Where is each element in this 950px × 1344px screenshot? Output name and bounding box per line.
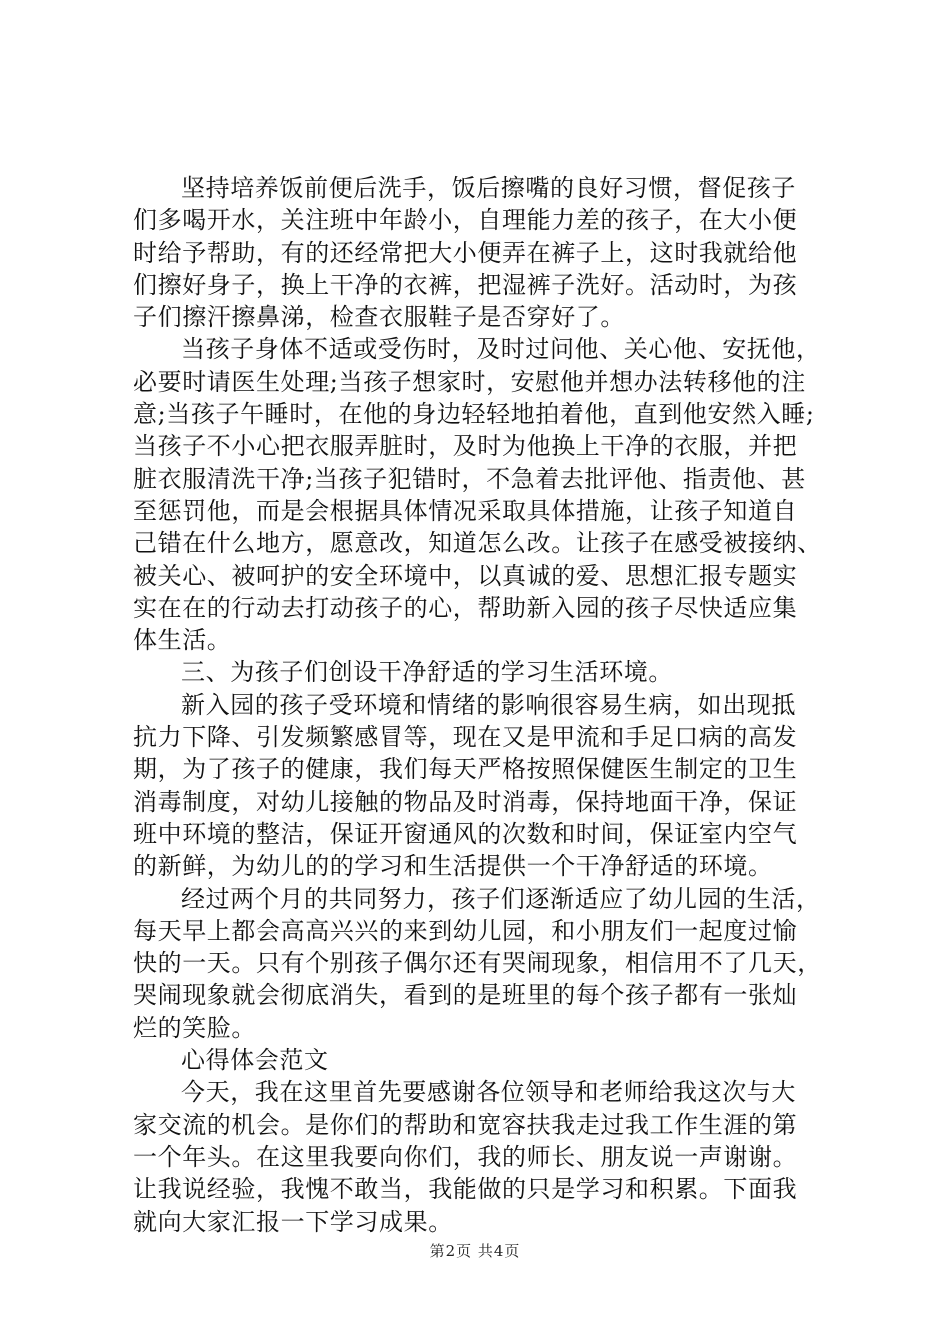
paragraph-line: 经过两个月的共同努力，孩子们逐渐适应了幼儿园的生活， xyxy=(181,884,821,913)
paragraph-line: 必要时请医生处理;当孩子想家时，安慰他并想办法转移他的注 xyxy=(133,367,806,396)
paragraph-line: 烂的笑脸。 xyxy=(133,1013,256,1042)
paragraph-line: 让我说经验，我愧不敢当，我能做的只是学习和积累。下面我 xyxy=(133,1175,798,1204)
paragraph-line: 每天早上都会高高兴兴的来到幼儿园，和小朋友们一起度过愉 xyxy=(133,916,798,945)
paragraph-line: 坚持培养饭前便后洗手，饭后擦嘴的良好习惯，督促孩子 xyxy=(181,174,796,202)
paragraph-line: 当孩子不小心把衣服弄脏时，及时为他换上干净的衣服，并把 xyxy=(133,432,798,461)
paragraph-line: 体生活。 xyxy=(133,626,232,655)
paragraph-line: 至惩罚他，而是会根据具体情况采取具体措施，让孩子知道自 xyxy=(133,496,798,525)
paragraph-line: 的新鲜，为幼儿的的学习和生活提供一个干净舒适的环境。 xyxy=(133,852,773,881)
paragraph-line: 当孩子身体不适或受伤时，及时过问他、关心他、安抚他， xyxy=(181,335,821,364)
page-number-footer: 第2页 共4页 xyxy=(429,1242,521,1260)
paragraph-line: 消毒制度，对幼儿接触的物品及时消毒，保持地面干净，保证 xyxy=(133,787,798,816)
paragraph-line: 今天，我在这里首先要感谢各位领导和老师给我这次与大 xyxy=(181,1078,796,1107)
paragraph-line: 一个年头。在这里我要向你们，我的师长、朋友说一声谢谢。 xyxy=(133,1142,798,1171)
document-body xyxy=(133,172,839,1238)
paragraph-line: 脏衣服清洗干净;当孩子犯错时，不急着去批评他、指责他、甚 xyxy=(133,464,806,493)
section-heading: 三、为孩子们创设干净舒适的学习生活环境。 xyxy=(181,658,673,687)
paragraph-line: 被关心、被呵护的安全环境中，以真诚的爱、思想汇报专题实 xyxy=(133,561,798,590)
section-heading: 心得体会范文 xyxy=(181,1046,329,1075)
paragraph-line: 们擦好身子，换上干净的衣裤，把湿裤子洗好。活动时，为孩 xyxy=(133,270,798,299)
paragraph-line: 们多喝开水，关注班中年龄小，自理能力差的孩子，在大小便 xyxy=(133,206,798,235)
paragraph-line: 抗力下降、引发频繁感冒等，现在又是甲流和手足口病的高发 xyxy=(133,723,798,752)
paragraph-line: 期，为了孩子的健康，我们每天严格按照保健医生制定的卫生 xyxy=(133,755,798,784)
paragraph-line: 家交流的机会。是你们的帮助和宽容扶我走过我工作生涯的第 xyxy=(133,1110,798,1139)
paragraph-line: 子们擦汗擦鼻涕，检查衣服鞋子是否穿好了。 xyxy=(133,303,625,332)
paragraph-line: 实在在的行动去打动孩子的心，帮助新入园的孩子尽快适应集 xyxy=(133,593,798,622)
paragraph-line: 意;当孩子午睡时，在他的身边轻轻地拍着他，直到他安然入睡; xyxy=(133,400,815,429)
paragraph-line: 时给予帮助，有的还经常把大小便弄在裤子上，这时我就给他 xyxy=(133,238,798,267)
paragraph-line: 就向大家汇报一下学习成果。 xyxy=(133,1207,453,1236)
paragraph-line: 己错在什么地方，愿意改，知道怎么改。让孩子在感受被接纳、 xyxy=(133,529,822,558)
paragraph-line: 快的一天。只有个别孩子偶尔还有哭闹现象，相信用不了几天， xyxy=(133,949,822,978)
paragraph-line: 哭闹现象就会彻底消失，看到的是班里的每个孩子都有一张灿 xyxy=(133,981,798,1010)
paragraph-line: 新入园的孩子受环境和情绪的影响很容易生病，如出现抵 xyxy=(181,690,796,719)
paragraph-line: 班中环境的整洁，保证开窗通风的次数和时间，保证室内空气 xyxy=(133,819,798,848)
